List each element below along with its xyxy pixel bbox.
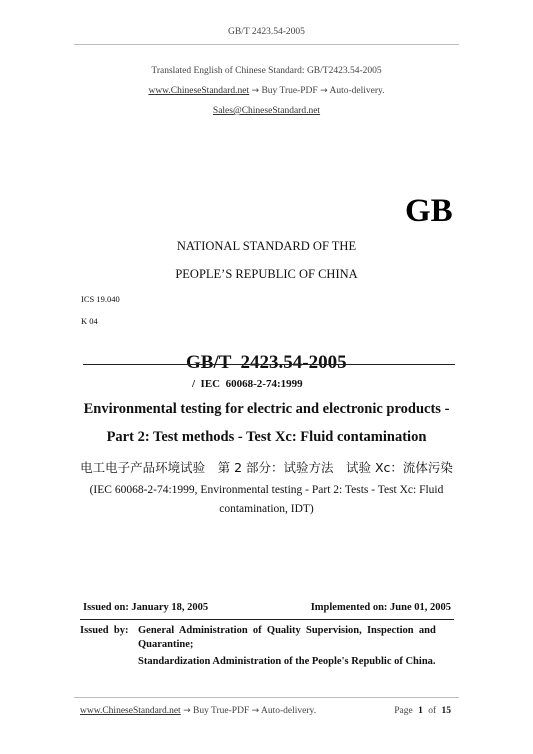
running-header: GB/T 2423.54-2005 [228,27,305,37]
footer-site-link[interactable]: www.ChineseStandard.net [80,706,181,716]
total-pages: 15 [441,706,451,716]
arrow-right-icon: → [251,86,260,96]
of-label: of [428,706,437,716]
title-chinese: 电工电子产品环境试验 第 2 部分：试验方法 试验 Xc：流体污染 [80,460,453,475]
national-line-1: NATIONAL STANDARD OF THE [176,239,357,253]
issued-by-label: Issued by: [80,625,129,636]
arrow-right-icon: → [320,86,328,96]
number-divider [83,364,455,365]
iec-title-line-1: (IEC 60068-2-74:1999, Environmental testing - Part 2: Tests - Test Xc: Fluid [89,484,444,496]
ics-code: ICS 19.040 [81,294,120,304]
iec-title-line-2: contamination, IDT) [219,503,314,515]
delivery-text: Auto-delivery. [329,86,385,96]
footer-delivery-text: Auto-delivery. [261,706,317,716]
dates-divider [80,619,454,620]
issued-by-line-3: Standardization Administration of the People's Republic of China. [138,656,436,667]
source-links [0,86,533,96]
gb-logo: GB [405,193,453,229]
title-line-1: Environmental testing for electric and electronic products - [83,401,450,417]
footer-divider [74,697,459,698]
implemented-date: Implemented on: June 01, 2005 [310,602,451,613]
k-code: K 04 [81,316,98,326]
translation-note: Translated English of Chinese Standard: GB/T2423.54-2005 [151,66,382,76]
footer-links [80,706,316,716]
national-line-2: PEOPLE’S REPUBLIC OF CHINA [175,267,358,281]
email-link[interactable]: Sales@ChineseStandard.net [212,106,321,116]
arrow-right-icon: → [251,706,260,716]
header-divider [74,44,459,45]
buy-text: Buy True-PDF [261,86,318,96]
issued-date: Issued on: January 18, 2005 [83,602,209,613]
page-label: Page [394,706,413,716]
standard-number-row [178,334,347,392]
arrow-right-icon: → [183,706,191,716]
iec-equivalent: / IEC 60068-2-74:1999 [192,378,303,390]
issued-by-line-2: Quarantine; [138,639,194,650]
page-number: 1 [418,706,423,716]
title-line-2: Part 2: Test methods - Test Xc: Fluid contamination [106,429,427,445]
footer-buy-text: Buy True-PDF [193,706,250,716]
standard-number: GB/T 2423.54-2005 [186,352,347,373]
issued-by-line-1: General Administration of Quality Supervision, Inspection and [138,625,436,636]
site-link[interactable]: www.ChineseStandard.net [148,86,250,96]
page-indicator [394,706,451,716]
